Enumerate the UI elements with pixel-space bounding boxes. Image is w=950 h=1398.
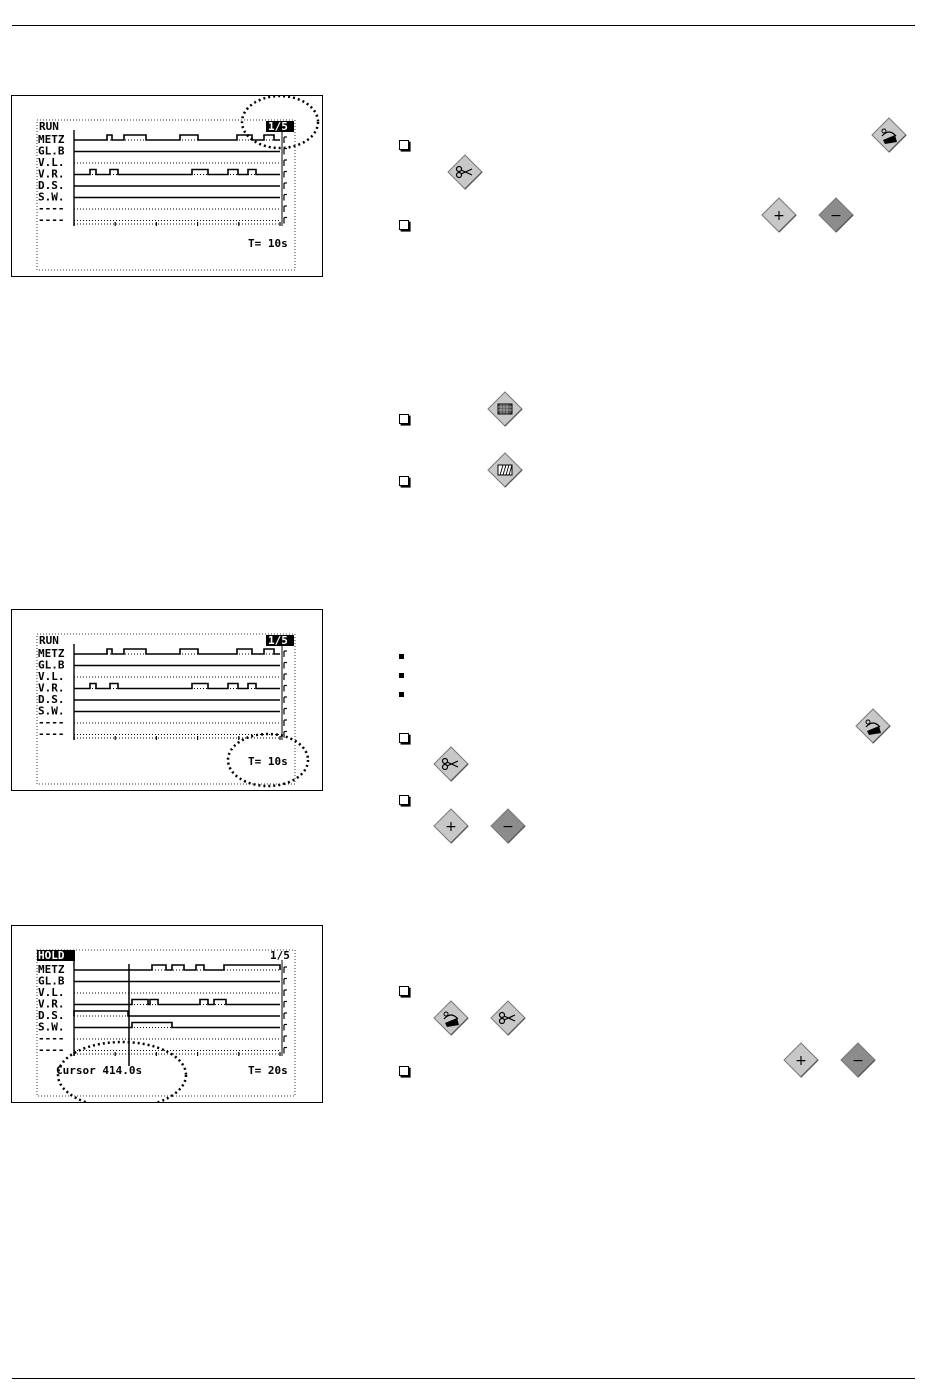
channel-label: ---- <box>38 213 65 227</box>
status-label: RUN <box>39 120 59 133</box>
channel-label: METZ <box>38 963 65 976</box>
plus-diamond-icon[interactable] <box>760 196 798 238</box>
channel-waveform <box>74 170 280 175</box>
channel-labels <box>38 133 65 227</box>
figure-lcd-hold-cursor <box>11 925 323 1103</box>
channel-label: D.S. <box>38 179 65 192</box>
checkbox-bullet <box>399 476 409 486</box>
minus-diamond-icon[interactable] <box>817 196 855 238</box>
channel-waveform <box>74 965 280 970</box>
lcd-screen <box>12 926 322 1102</box>
channel-label: S.W. <box>38 704 65 718</box>
plus-glyph: + <box>795 1053 807 1069</box>
channel-waveform <box>74 1000 280 1005</box>
scissors-diamond-icon[interactable] <box>446 153 484 195</box>
checkbox-bullet <box>399 795 409 805</box>
lcd-screen <box>12 96 322 276</box>
wave-diamond-icon[interactable] <box>432 999 470 1041</box>
channel-label: V.L. <box>38 670 65 683</box>
list-bullet <box>399 673 404 678</box>
figure-lcd-run-timebase <box>11 609 323 791</box>
channel-label: ---- <box>38 727 65 741</box>
checkbox-bullet <box>399 140 409 150</box>
time-base-label: T= 10s <box>248 755 288 768</box>
channel-label: ---- <box>38 202 65 215</box>
channel-waveform <box>74 1023 280 1028</box>
grid-diamond-icon[interactable] <box>486 390 524 432</box>
channel-labels <box>38 647 65 741</box>
status-label: RUN <box>39 634 59 647</box>
wave-diamond-icon[interactable] <box>854 707 892 749</box>
page-indicator: 1/5 <box>270 949 290 962</box>
channel-label: D.S. <box>38 1009 65 1022</box>
channel-label: V.R. <box>38 997 65 1011</box>
page-indicator: 1/5 <box>268 120 288 133</box>
channel-waveform <box>74 684 280 689</box>
minus-glyph: − <box>852 1053 864 1069</box>
time-base-label: T= 20s <box>248 1064 288 1077</box>
minus-glyph: − <box>830 208 842 224</box>
checkbox-bullet <box>399 414 409 424</box>
grid-box <box>498 404 512 414</box>
channel-label: S.W. <box>38 190 65 204</box>
channel-label: GL.B <box>38 144 65 158</box>
checkbox-bullet <box>399 220 409 230</box>
channel-label: V.L. <box>38 156 65 169</box>
channel-labels <box>38 963 65 1057</box>
channel-label: ---- <box>38 1043 65 1057</box>
hatch-diamond-icon[interactable] <box>486 451 524 493</box>
diamond-shape <box>434 1001 468 1035</box>
plus-diamond-icon[interactable] <box>782 1041 820 1083</box>
channel-label: ---- <box>38 716 65 729</box>
channel-waveform <box>74 649 280 654</box>
scissors-diamond-icon[interactable] <box>489 999 527 1041</box>
checkbox-bullet <box>399 733 409 743</box>
channel-label: V.L. <box>38 986 65 999</box>
plus-glyph: + <box>445 819 457 835</box>
channel-label: METZ <box>38 647 65 660</box>
channel-label: V.R. <box>38 167 65 181</box>
channel-label: ---- <box>38 1032 65 1045</box>
cursor-readout: Cursor 414.0s <box>56 1064 143 1077</box>
list-bullet <box>399 692 404 697</box>
lcd-screen <box>12 610 322 790</box>
minus-glyph: − <box>502 819 514 835</box>
top-rule <box>12 25 915 26</box>
plus-diamond-icon[interactable] <box>432 807 470 849</box>
channel-label: GL.B <box>38 658 65 672</box>
checkbox-bullet <box>399 1066 409 1076</box>
figure-lcd-run-page <box>11 95 323 277</box>
scissors-diamond-icon[interactable] <box>432 745 470 787</box>
checkbox-bullet <box>399 986 409 996</box>
channel-label: METZ <box>38 133 65 146</box>
wave-diamond-icon[interactable] <box>870 116 908 158</box>
channel-label: D.S. <box>38 693 65 706</box>
channel-label: S.W. <box>38 1020 65 1034</box>
list-bullet <box>399 654 404 659</box>
channel-label: V.R. <box>38 681 65 695</box>
minus-diamond-icon[interactable] <box>839 1041 877 1083</box>
time-base-label: T= 10s <box>248 237 288 250</box>
diamond-shape <box>872 118 906 152</box>
diamond-shape <box>856 709 890 743</box>
channel-waveform <box>74 1011 280 1016</box>
status-label: HOLD <box>38 949 65 962</box>
channel-waveform <box>74 135 280 140</box>
page-indicator: 1/5 <box>268 634 288 647</box>
minus-diamond-icon[interactable] <box>489 807 527 849</box>
channel-label: GL.B <box>38 974 65 988</box>
plus-glyph: + <box>773 208 785 224</box>
bottom-rule <box>12 1378 915 1379</box>
